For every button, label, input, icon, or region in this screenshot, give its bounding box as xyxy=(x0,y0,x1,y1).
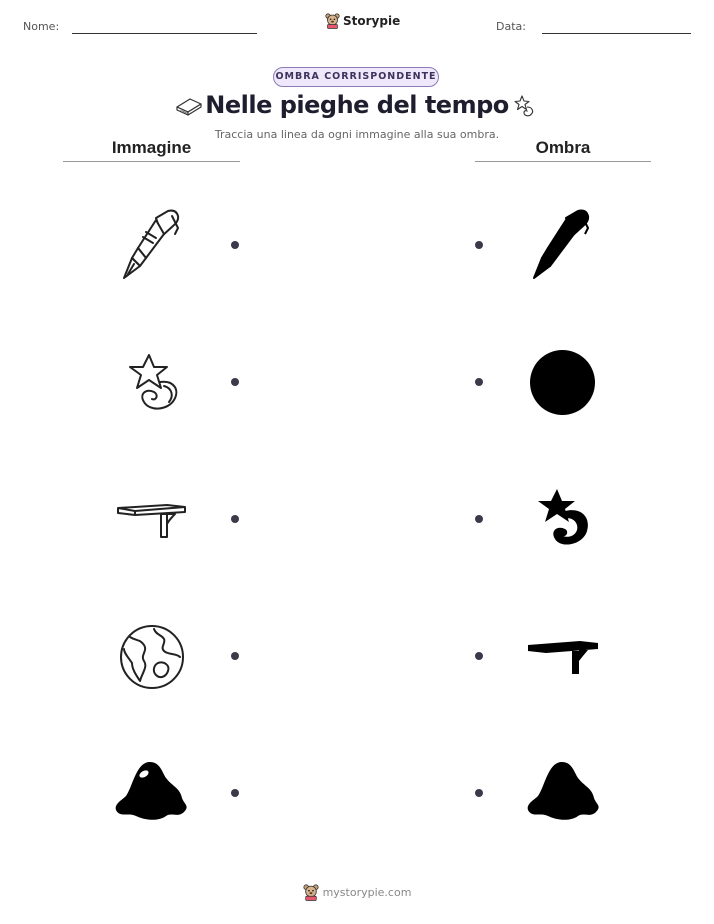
date-line[interactable] xyxy=(542,33,691,34)
star-shadow-icon xyxy=(535,487,591,549)
instructions: Traccia una linea da ogni immagine alla sua ombra. xyxy=(214,128,500,141)
match-dot-right-1[interactable] xyxy=(475,241,483,249)
match-dot-left-5[interactable] xyxy=(231,789,239,797)
match-dot-right-3[interactable] xyxy=(475,515,483,523)
shelf-icon xyxy=(115,500,187,542)
match-dot-left-2[interactable] xyxy=(231,378,239,386)
brand-logo xyxy=(325,13,400,29)
footer xyxy=(0,884,714,901)
column-underline-right xyxy=(475,161,651,162)
globe-icon xyxy=(118,623,186,691)
shooting-star-small-icon xyxy=(513,94,537,120)
match-dot-left-3[interactable] xyxy=(231,515,239,523)
shelf-shadow-icon xyxy=(526,636,600,678)
shooting-star-icon xyxy=(124,352,184,414)
brand-name: Storypie xyxy=(343,14,401,28)
match-dot-right-2[interactable] xyxy=(475,378,483,386)
bear-mascot-icon xyxy=(325,13,340,29)
bear-mascot-footer-icon xyxy=(303,884,319,901)
match-dot-right-4[interactable] xyxy=(475,652,483,660)
name-label: Nome: xyxy=(23,20,60,33)
date-label: Data: xyxy=(496,20,526,33)
column-underline-left xyxy=(63,161,240,162)
fountain-pen-icon xyxy=(118,208,184,284)
column-header-image: Immagine xyxy=(111,138,192,157)
activity-badge: OMBRA CORRISPONDENTE xyxy=(273,67,439,87)
splat-icon xyxy=(114,760,188,822)
match-dot-right-5[interactable] xyxy=(475,789,483,797)
fountain-pen-shadow-icon xyxy=(528,208,594,284)
column-header-shadow: Ombra xyxy=(535,138,591,157)
splat-shadow-icon xyxy=(526,760,600,822)
circle-shadow-icon xyxy=(529,349,596,416)
footer-website: mystorypie.com xyxy=(322,886,412,899)
match-dot-left-1[interactable] xyxy=(231,241,239,249)
match-dot-left-4[interactable] xyxy=(231,652,239,660)
name-line[interactable] xyxy=(72,33,257,34)
page-title: Nelle pieghe del tempo xyxy=(205,91,509,119)
